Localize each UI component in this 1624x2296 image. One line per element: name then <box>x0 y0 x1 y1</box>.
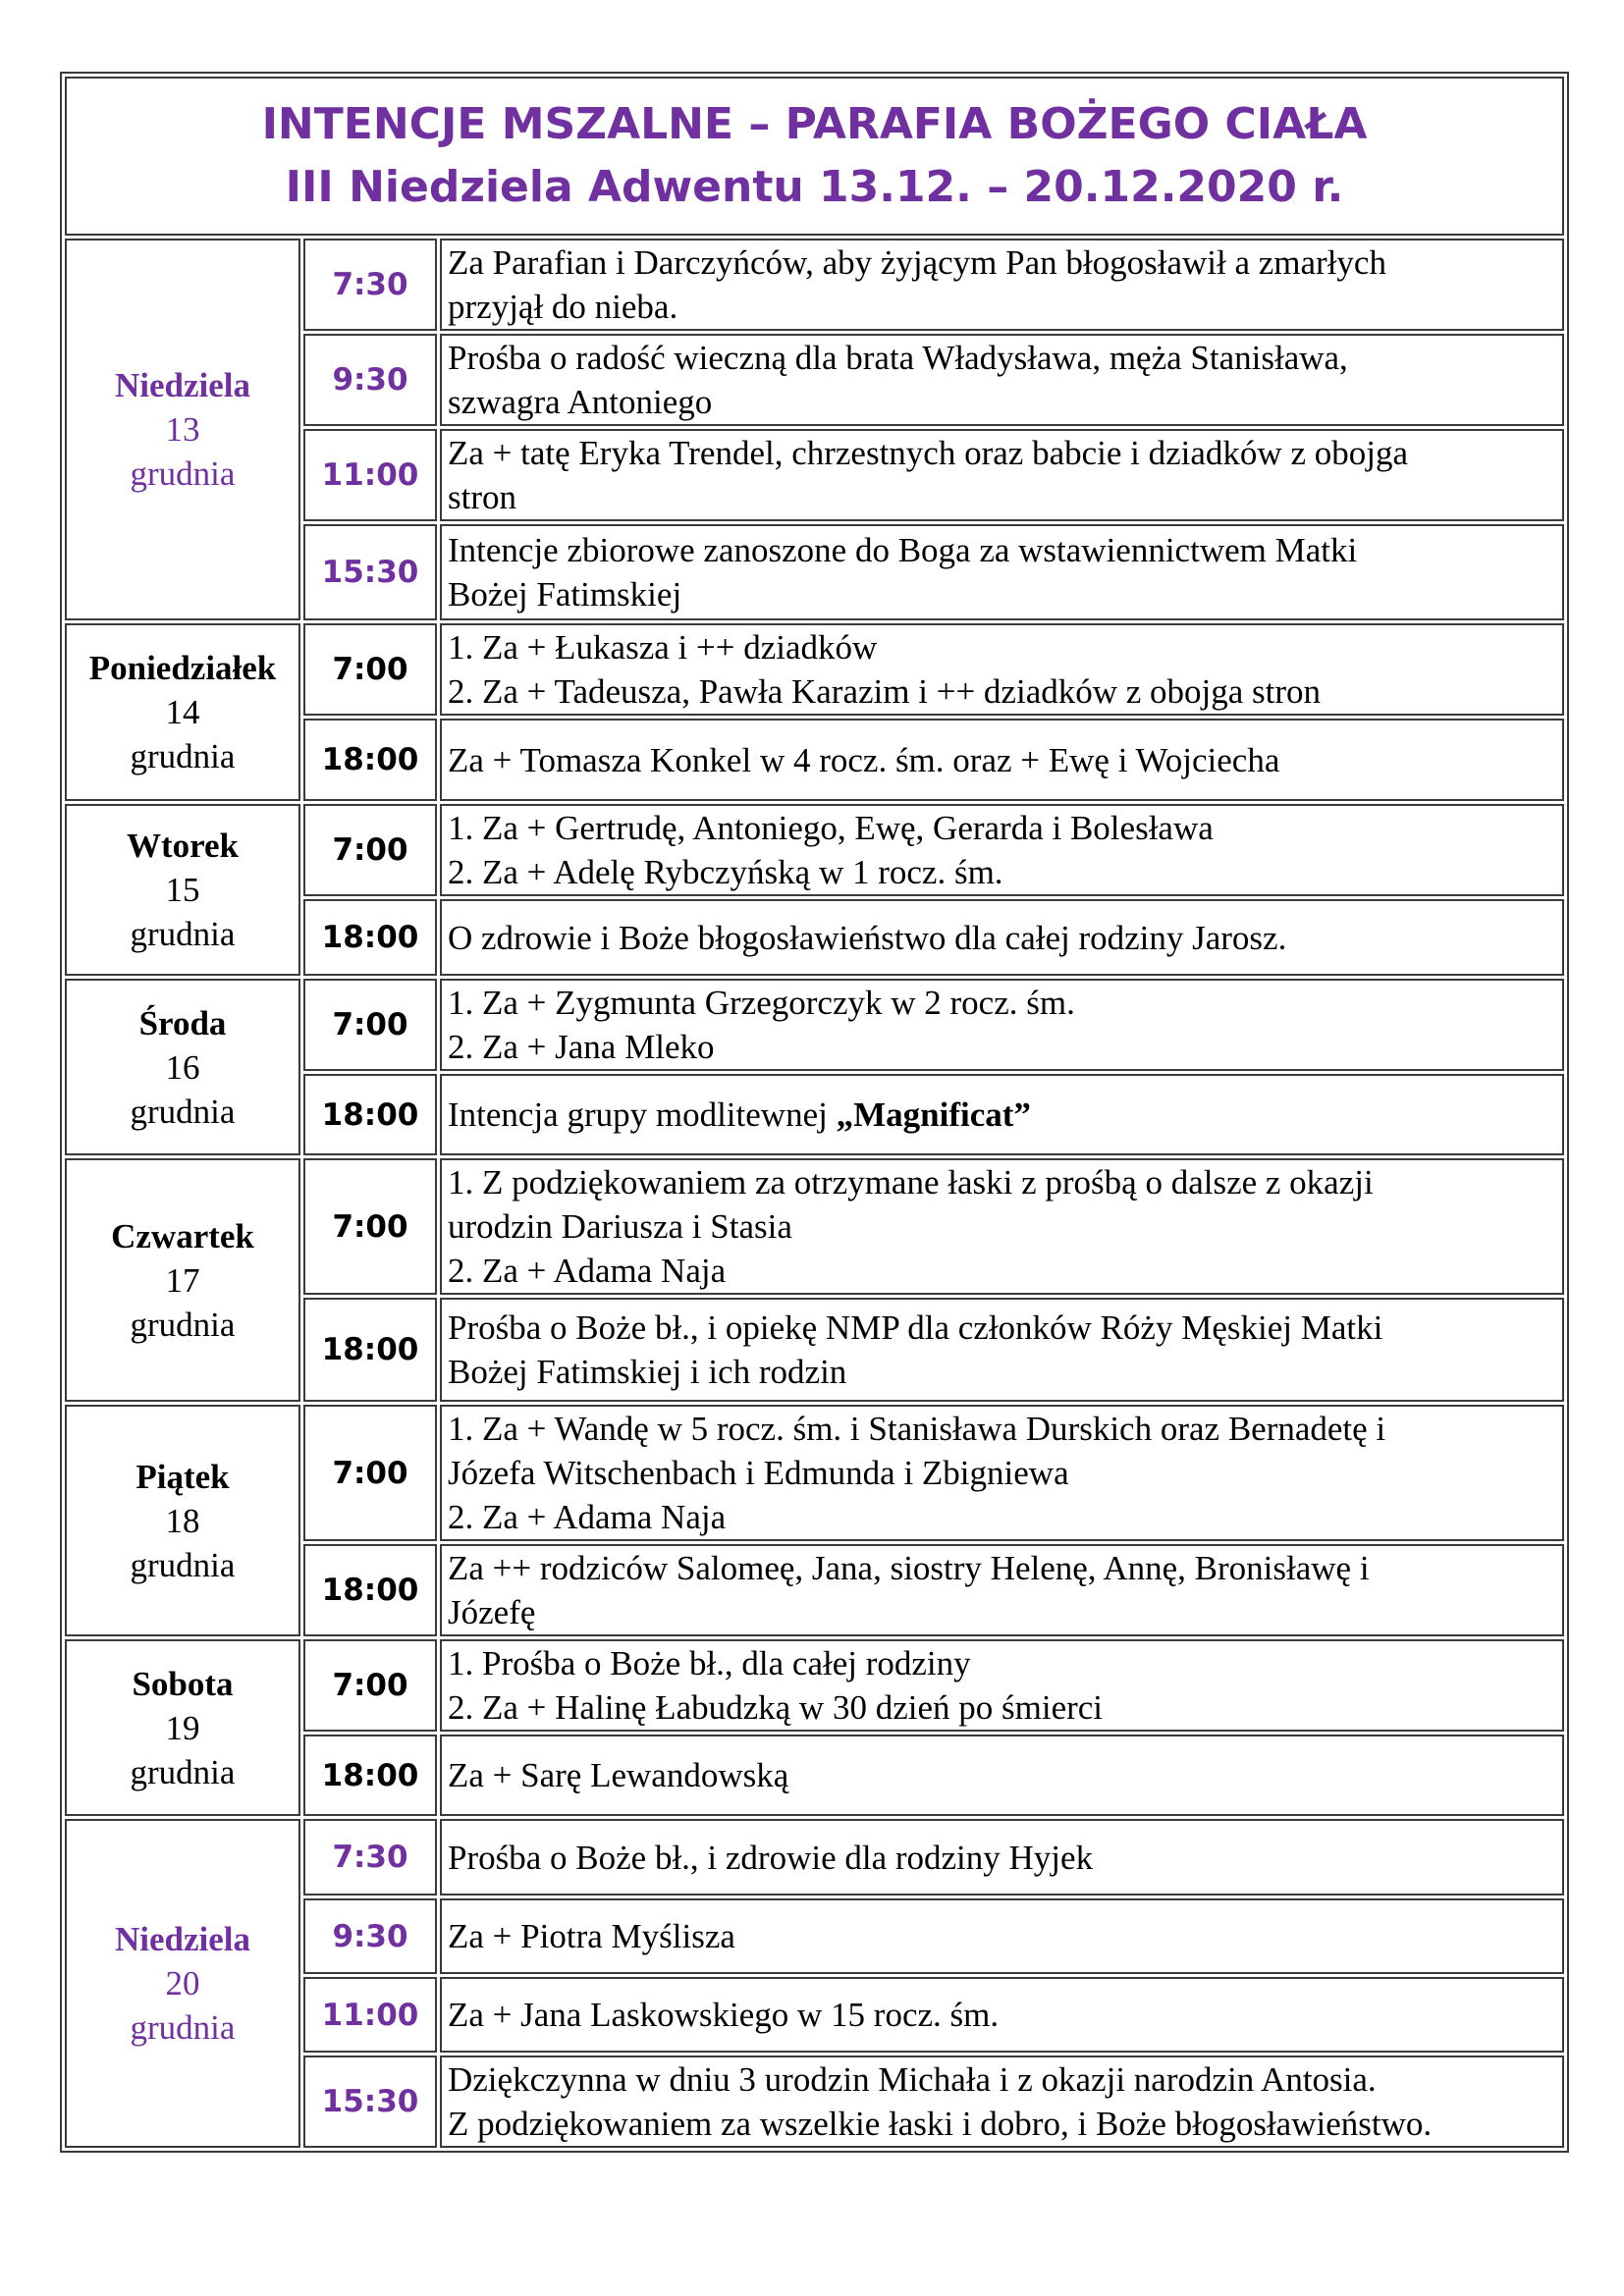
mass-time: 15:30 <box>303 524 437 620</box>
intention-text: Za + Sarę Lewandowską <box>448 1756 789 1794</box>
mass-intention <box>440 429 1564 521</box>
day-cell <box>65 804 300 976</box>
intention-line <box>448 916 1562 960</box>
mass-intention <box>440 623 1564 716</box>
mass-row <box>65 979 1564 1071</box>
intention-line <box>448 1546 1562 1590</box>
day-month: grudnia <box>130 737 236 775</box>
mass-intention <box>440 1298 1564 1402</box>
intention-text: urodzin Dariusza i Stasia <box>448 1207 792 1246</box>
intention-text: Prośba o Boże bł., i opiekę NMP dla członków Róży Męskiej Matki <box>448 1308 1383 1347</box>
intention-text: Intencje zbiorowe zanoszone do Boga za wstawiennictwem Matki <box>448 531 1358 569</box>
mass-intention <box>440 1074 1564 1155</box>
mass-time: 18:00 <box>303 1298 437 1402</box>
day-cell <box>65 239 300 620</box>
mass-time: 7:00 <box>303 623 437 716</box>
day-name: Czwartek <box>111 1216 254 1255</box>
mass-row <box>65 623 1564 716</box>
intention-line <box>448 1836 1562 1880</box>
intention-line <box>448 1451 1562 1495</box>
day-cell <box>65 1405 300 1636</box>
intention-text: 1. Prośba o Boże bł., dla całej rodziny <box>448 1644 971 1682</box>
intention-text: Za ++ rodziców Salomeę, Jana, siostry Helenę, Annę, Bronisławę i <box>448 1549 1370 1587</box>
day-number: 18 <box>165 1501 200 1540</box>
day-name: Niedziela <box>114 366 251 404</box>
intention-text: O zdrowie i Boże błogosławieństwo dla całej rodziny Jarosz. <box>448 918 1287 957</box>
mass-time: 15:30 <box>303 2056 437 2148</box>
day-name: Wtorek <box>126 827 240 865</box>
title-line-2: III Niedziela Adwentu 13.12. – 20.12.2020 r. <box>285 162 1344 212</box>
day-number: 16 <box>165 1047 200 1087</box>
intention-line <box>448 1350 1562 1394</box>
intention-text: Bożej Fatimskiej <box>448 575 682 614</box>
intention-text: Za + tatę Eryka Trendel, chrzestnych oraz babcie i dziadków z obojga <box>448 434 1408 472</box>
mass-row <box>65 1819 1564 1896</box>
mass-row <box>65 239 1564 331</box>
day-month: grudnia <box>130 1092 236 1131</box>
intention-line <box>448 572 1562 616</box>
intention-text: 2. Za + Adama Naja <box>448 1252 727 1290</box>
intention-text: Intencja grupy modlitewnej <box>448 1095 837 1134</box>
intention-text: Bożej Fatimskiej i ich rodzin <box>448 1353 847 1391</box>
intention-line <box>448 285 1562 329</box>
intention-line <box>448 475 1562 519</box>
mass-intention <box>440 334 1564 426</box>
intention-line <box>448 2057 1562 2102</box>
header-row <box>65 77 1564 236</box>
intention-line <box>448 1641 1562 1685</box>
mass-intention <box>440 239 1564 331</box>
day-number: 15 <box>165 871 200 909</box>
intention-line <box>448 1407 1562 1451</box>
intention-text: 1. Za + Wandę w 5 rocz. śm. i Stanisława Durskich oraz Bernadetę i <box>448 1410 1386 1448</box>
intention-line <box>448 806 1562 850</box>
day-month: grudnia <box>130 2008 236 2047</box>
intention-text: 2. Za + Adama Naja <box>448 1498 727 1536</box>
intention-line <box>448 528 1562 572</box>
intention-line <box>448 1914 1562 1958</box>
mass-time: 11:00 <box>303 429 437 521</box>
mass-row <box>65 1639 1564 1732</box>
day-month: grudnia <box>130 1545 236 1584</box>
intention-line <box>448 2102 1562 2146</box>
day-month: grudnia <box>130 1305 236 1344</box>
intention-text: Za Parafian i Darczyńców, aby żyjącym Pan błogosławił a zmarłych <box>448 243 1386 282</box>
mass-intention <box>440 1819 1564 1896</box>
day-name: Środa <box>138 1003 227 1042</box>
intention-bold-text: „Magnificat” <box>836 1095 1031 1134</box>
intention-line <box>448 380 1562 424</box>
mass-time: 18:00 <box>303 1074 437 1155</box>
day-number: 19 <box>165 1708 200 1747</box>
mass-intention <box>440 1977 1564 2053</box>
mass-intention <box>440 899 1564 976</box>
day-number: 17 <box>165 1260 200 1300</box>
mass-time: 7:30 <box>303 1819 437 1896</box>
intention-line <box>448 669 1562 714</box>
mass-time: 11:00 <box>303 1977 437 2053</box>
mass-intention <box>440 804 1564 896</box>
day-number: 13 <box>165 410 200 449</box>
day-number: 20 <box>165 1964 200 2002</box>
intention-line <box>448 1160 1562 1204</box>
mass-time: 7:00 <box>303 1158 437 1295</box>
intention-text: Dziękczynna w dniu 3 urodzin Michała i z okazji narodzin Antosia. <box>448 2060 1377 2099</box>
intention-line <box>448 1249 1562 1293</box>
mass-intention <box>440 979 1564 1071</box>
mass-time: 18:00 <box>303 1735 437 1816</box>
intention-text: Za + Jana Laskowskiego w 15 rocz. śm. <box>448 1996 1000 2034</box>
intention-text: 1. Za + Zygmunta Grzegorczyk w 2 rocz. śm. <box>448 984 1075 1022</box>
mass-row <box>65 1158 1564 1295</box>
mass-intention <box>440 2056 1564 2148</box>
mass-time: 7:00 <box>303 1405 437 1541</box>
page-title <box>65 77 1564 236</box>
intention-line <box>448 1025 1562 1069</box>
mass-intention <box>440 1158 1564 1295</box>
mass-time: 18:00 <box>303 899 437 976</box>
intention-text: 1. Z podziękowaniem za otrzymane łaski z prośbą o dalsze z okazji <box>448 1163 1374 1201</box>
intention-text: Józefę <box>448 1593 536 1631</box>
intention-text: Prośba o radość wieczną dla brata Władysława, męża Stanisława, <box>448 339 1348 377</box>
intention-line <box>448 738 1562 782</box>
intention-line <box>448 1093 1562 1137</box>
mass-time: 7:00 <box>303 804 437 896</box>
mass-time: 7:30 <box>303 239 437 331</box>
mass-intention <box>440 1639 1564 1732</box>
intention-text: Z podziękowaniem za wszelkie łaski i dobro, i Boże błogosławieństwo. <box>448 2105 1433 2143</box>
day-name: Niedziela <box>114 1920 251 1958</box>
mass-intention <box>440 1898 1564 1974</box>
day-month: grudnia <box>130 915 236 953</box>
intention-text: 1. Za + Łukasza i ++ dziadków <box>448 628 878 667</box>
intention-text: Prośba o Boże bł., i zdrowie dla rodziny Hyjek <box>448 1838 1094 1877</box>
intention-line <box>448 981 1562 1025</box>
intention-line <box>448 1685 1562 1730</box>
day-cell <box>65 979 300 1155</box>
intention-line <box>448 431 1562 475</box>
day-cell <box>65 1639 300 1816</box>
intention-text: 2. Za + Jana Mleko <box>448 1028 715 1066</box>
mass-time: 9:30 <box>303 1898 437 1974</box>
intention-text: Józefa Witschenbach i Edmunda i Zbigniewa <box>448 1454 1069 1492</box>
intention-line <box>448 336 1562 380</box>
day-number: 14 <box>165 693 200 731</box>
mass-intention <box>440 719 1564 801</box>
mass-intention <box>440 524 1564 620</box>
intention-text: przyjął do nieba. <box>448 288 678 326</box>
mass-time: 7:00 <box>303 979 437 1071</box>
intention-text: szwagra Antoniego <box>448 383 713 421</box>
day-cell <box>65 623 300 801</box>
intention-line <box>448 1753 1562 1797</box>
mass-intention <box>440 1405 1564 1541</box>
mass-row <box>65 1405 1564 1541</box>
intention-text: Za + Piotra Myślisza <box>448 1917 735 1955</box>
intention-line <box>448 850 1562 894</box>
mass-intention <box>440 1735 1564 1816</box>
day-name: Poniedziałek <box>88 649 277 687</box>
day-month: grudnia <box>130 454 236 493</box>
intention-line <box>448 1993 1562 2037</box>
intentions-table <box>60 72 1569 2153</box>
intention-line <box>448 625 1562 669</box>
intention-text: stron <box>448 478 516 516</box>
mass-time: 18:00 <box>303 719 437 801</box>
intention-line <box>448 1590 1562 1634</box>
day-month: grudnia <box>130 1752 236 1791</box>
intention-line <box>448 240 1562 285</box>
intention-line <box>448 1495 1562 1539</box>
mass-time: 7:00 <box>303 1639 437 1732</box>
title-line-1: INTENCJE MSZALNE – PARAFIA BOŻEGO CIAŁA <box>261 99 1368 149</box>
intention-text: 1. Za + Gertrudę, Antoniego, Ewę, Gerarda i Bolesława <box>448 809 1214 847</box>
intention-line <box>448 1204 1562 1249</box>
mass-intention <box>440 1544 1564 1636</box>
day-cell <box>65 1819 300 2148</box>
mass-time: 18:00 <box>303 1544 437 1636</box>
intention-line <box>448 1306 1562 1350</box>
day-name: Piątek <box>135 1457 230 1496</box>
mass-time: 9:30 <box>303 334 437 426</box>
intention-text: 2. Za + Tadeusza, Pawła Karazim i ++ dziadków z obojga stron <box>448 672 1322 711</box>
intention-text: Za + Tomasza Konkel w 4 rocz. śm. oraz + Ewę i Wojciecha <box>448 740 1280 779</box>
intention-text: 2. Za + Halinę Łabudzką w 30 dzień po śmierci <box>448 1688 1104 1727</box>
mass-row <box>65 804 1564 896</box>
day-name: Sobota <box>132 1664 234 1703</box>
day-cell <box>65 1158 300 1402</box>
intention-text: 2. Za + Adelę Rybczyńską w 1 rocz. śm. <box>448 853 1003 891</box>
